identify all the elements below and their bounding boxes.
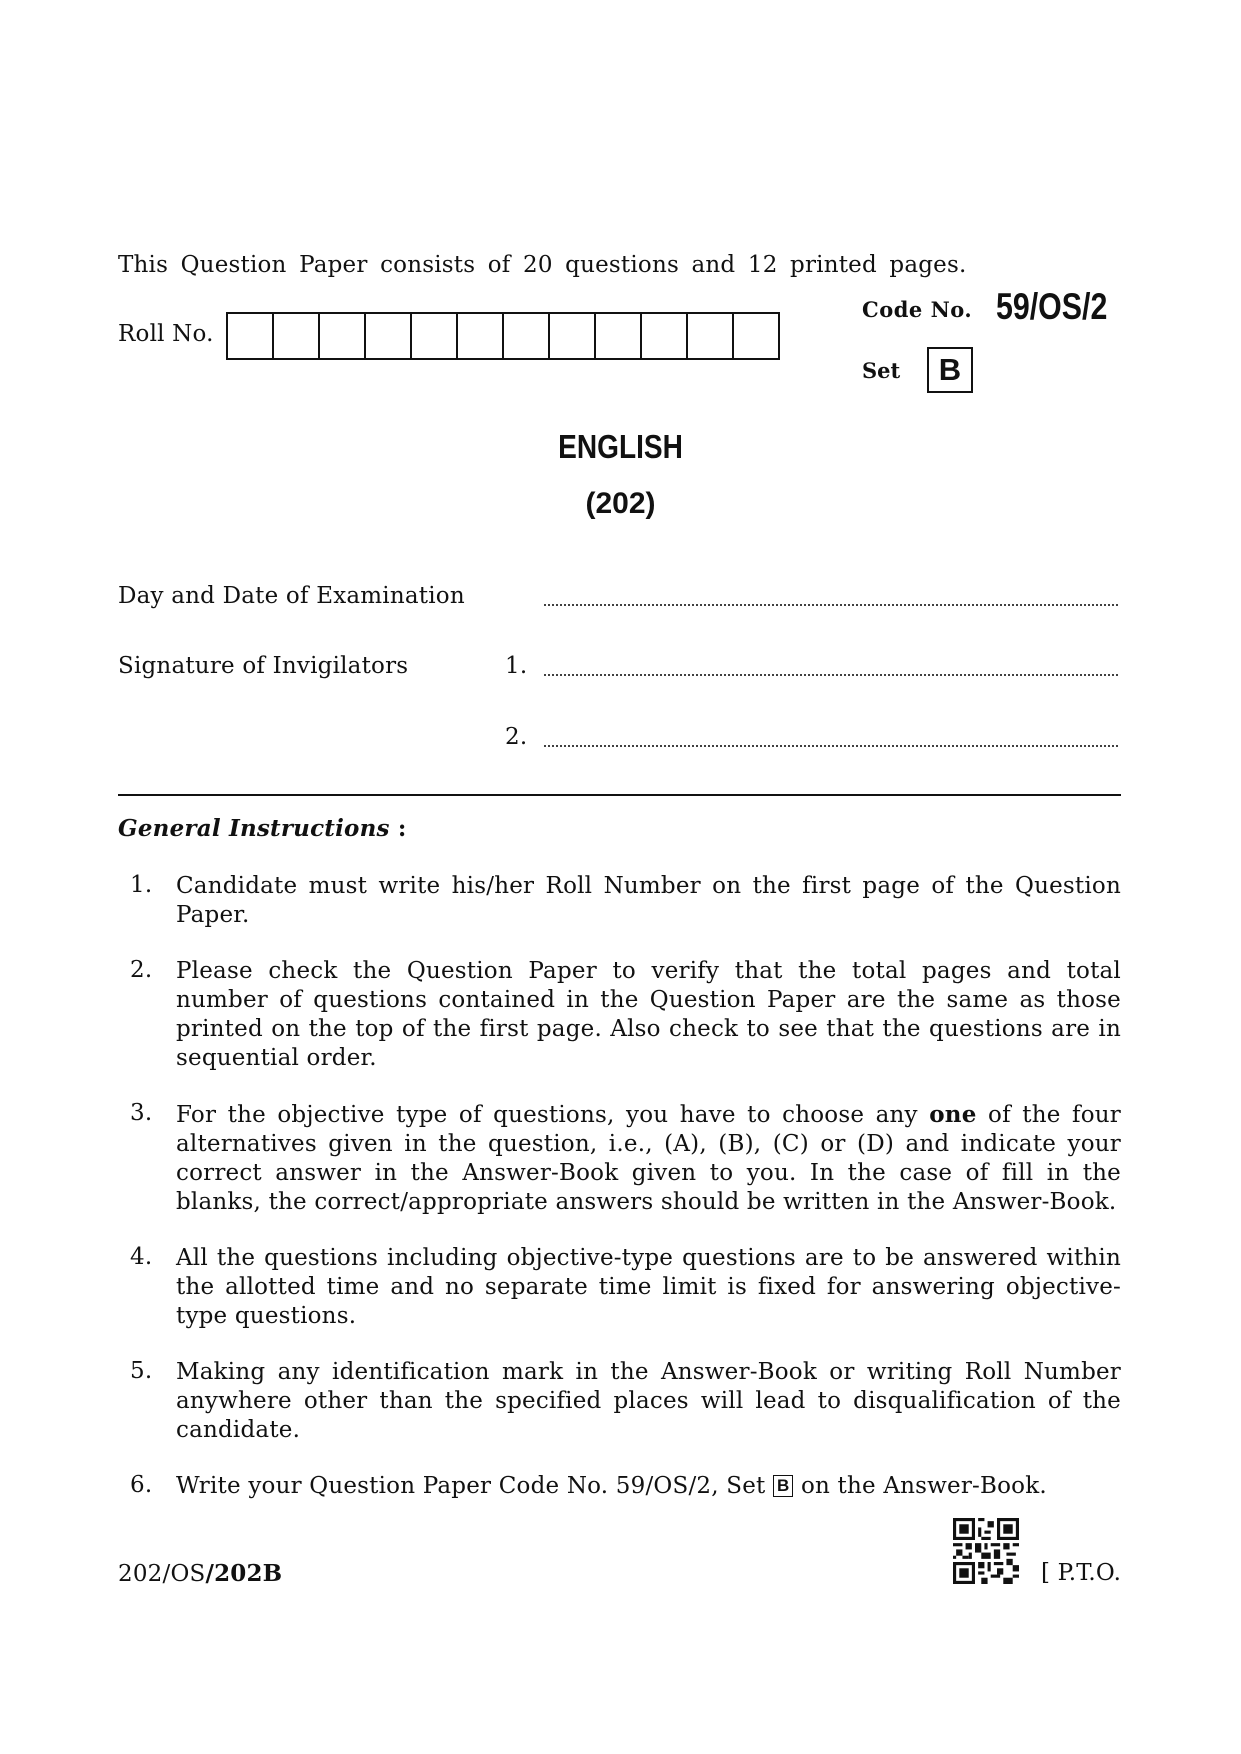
paper-info: This Question Paper consists of 20 questions and 12 printed pages. — [118, 252, 967, 278]
instruction-text — [176, 1100, 1121, 1217]
signature-number-2: 2. — [505, 724, 528, 750]
subject-code: (202) — [585, 487, 656, 520]
instruction-item — [118, 1472, 1121, 1501]
roll-box[interactable] — [734, 314, 778, 358]
divider — [118, 794, 1121, 796]
instruction-number: 6. — [130, 1472, 153, 1498]
instruction-number: 3. — [130, 1100, 153, 1126]
footer-paper-code — [118, 1560, 282, 1587]
signature-number-1: 1. — [505, 653, 528, 679]
footer-code-prefix: 202/OS — [118, 1561, 206, 1587]
footer-code-suffix: /202B — [205, 1560, 283, 1587]
roll-box[interactable] — [504, 314, 550, 358]
instruction-number: 1. — [130, 872, 153, 898]
roll-box[interactable] — [228, 314, 274, 358]
exam-date-field[interactable] — [543, 604, 1118, 606]
instruction-text-part: For the objective type of questions, you have to choose any — [176, 1102, 930, 1128]
instruction-text-part: on the Answer-Book. — [793, 1473, 1047, 1499]
code-label: Code No. — [862, 297, 973, 322]
roll-box[interactable] — [320, 314, 366, 358]
instruction-text: All the questions including objective-type questions are to be answered within the allotted time and no separate time limit is fixed for answering objective-type questions. — [176, 1245, 1121, 1329]
instruction-text: Candidate must write his/her Roll Number on the first page of the Question Paper. — [176, 873, 1121, 928]
instruction-item — [118, 872, 1121, 930]
please-turn-over: [ P.T.O. — [1041, 1560, 1122, 1586]
roll-box[interactable] — [412, 314, 458, 358]
instruction-number: 2. — [130, 957, 153, 983]
instruction-item — [118, 957, 1121, 1073]
roll-box[interactable] — [596, 314, 642, 358]
roll-box[interactable] — [550, 314, 596, 358]
instructions-heading-colon: : — [397, 815, 407, 842]
roll-number-label: Roll No. — [118, 321, 214, 347]
exam-date-label: Day and Date of Examination — [118, 583, 465, 609]
instruction-text — [176, 1472, 1121, 1501]
instruction-item — [118, 1244, 1121, 1331]
set-inline-box: B — [773, 1475, 793, 1497]
instruction-text-part: Write your Question Paper Code No. 59/OS/2, Set — [176, 1473, 773, 1499]
qr-code-icon — [953, 1518, 1019, 1584]
signature-field-2[interactable] — [543, 745, 1118, 747]
roll-number-boxes[interactable] — [226, 312, 780, 360]
instruction-item — [118, 1358, 1121, 1445]
set-label: Set — [862, 358, 901, 383]
roll-box[interactable] — [366, 314, 412, 358]
instructions-list — [118, 872, 1121, 1528]
instruction-text: Please check the Question Paper to verify that the total pages and total number of questions contained in the Question Paper are the same as those printed on the top of the first page. Also check to see that the questions are in sequential order. — [176, 958, 1121, 1071]
roll-box[interactable] — [458, 314, 504, 358]
set-value-box: B — [927, 347, 973, 393]
instruction-emphasis: one — [929, 1101, 977, 1128]
invigilator-signature-label: Signature of Invigilators — [118, 653, 409, 679]
code-value: 59/OS/2 — [996, 286, 1108, 327]
instruction-text-part: of the four alternatives given in the question, i.e., (A), (B), (C) or (D) and indicate your correct answer in the Answer-Book given to you. In the case of fill in the blanks, the correct/appropriate answers should be written in the Answer-Book. — [176, 1102, 1121, 1215]
instruction-number: 5. — [130, 1358, 153, 1384]
instruction-item — [118, 1100, 1121, 1217]
instructions-heading-text: General Instructions — [118, 815, 390, 842]
instruction-text: Making any identification mark in the Answer-Book or writing Roll Number anywhere other than the specified places will lead to disqualification of the candidate. — [176, 1359, 1121, 1443]
roll-box[interactable] — [688, 314, 734, 358]
instruction-number: 4. — [130, 1244, 153, 1270]
roll-box[interactable] — [642, 314, 688, 358]
signature-field-1[interactable] — [543, 674, 1118, 676]
roll-box[interactable] — [274, 314, 320, 358]
instructions-heading — [118, 815, 407, 842]
subject-title: ENGLISH — [558, 428, 683, 465]
